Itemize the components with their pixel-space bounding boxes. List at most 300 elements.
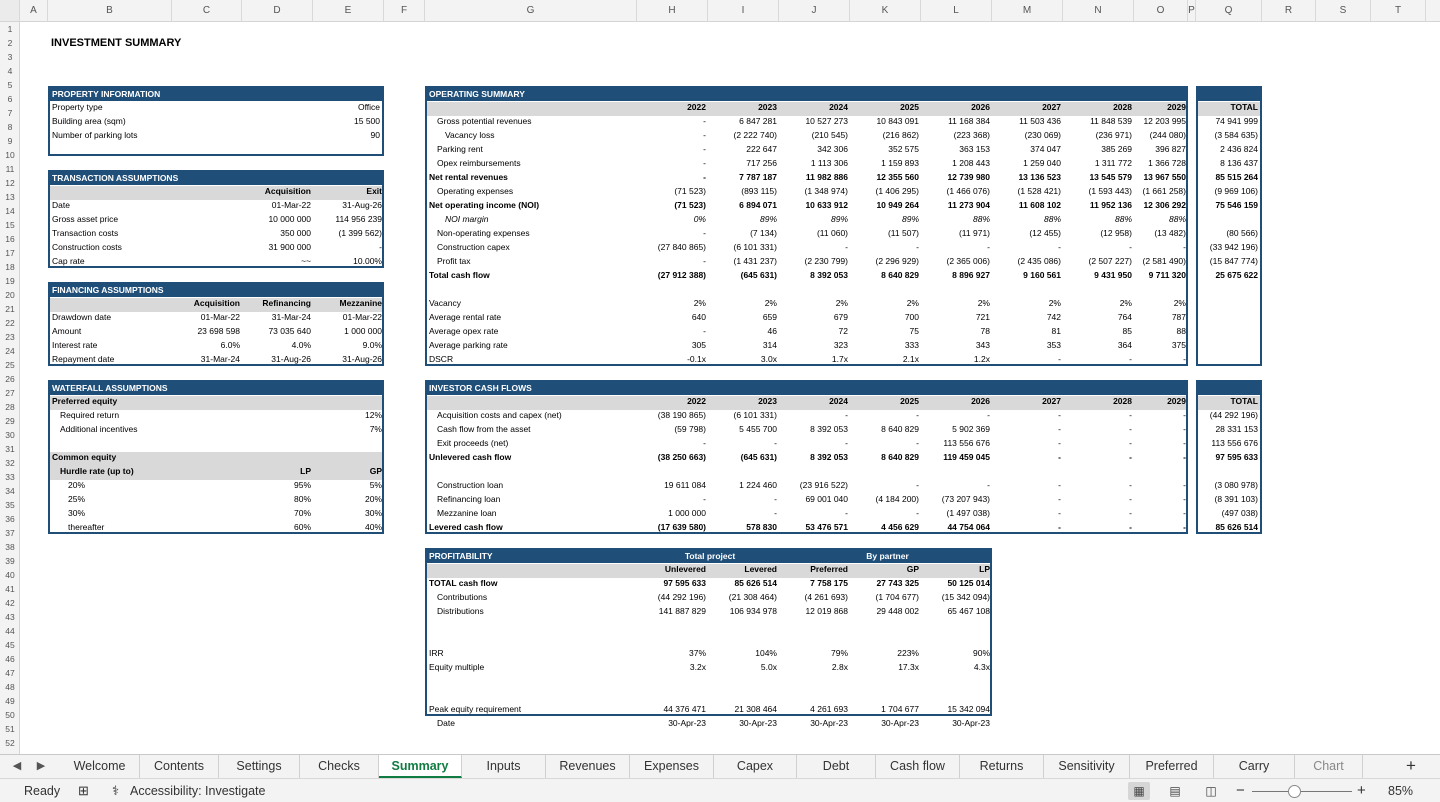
column-header-t[interactable]: T (1371, 0, 1426, 21)
panel-header: INVESTOR CASH FLOWS (427, 382, 1186, 395)
profitability-cell: 141 887 829 (658, 606, 706, 616)
investor-cell: - (774, 438, 777, 448)
operating-cell: (2 230 799) (804, 256, 848, 266)
row-header-22[interactable]: 22 (5, 318, 15, 328)
profitability-cell: 4 261 693 (810, 704, 848, 714)
operating-cell: 89% (901, 214, 919, 224)
investor-cell: 44 754 064 (947, 522, 990, 532)
row-header-44[interactable]: 44 (5, 626, 15, 636)
profitability-cell: 37% (688, 648, 706, 658)
row-header-29[interactable]: 29 (5, 416, 15, 426)
operating-cell: (1 466 076) (946, 186, 990, 196)
row-header-47[interactable]: 47 (5, 668, 15, 678)
row-header-26[interactable]: 26 (5, 374, 15, 384)
investor-cell: 8 392 053 (810, 424, 848, 434)
operating-cell: 6 847 281 (739, 116, 777, 126)
operating-cell: - (703, 130, 706, 140)
operating-row-label: Net rental revenues (429, 172, 508, 182)
row-header-19[interactable]: 19 (5, 276, 15, 286)
operating-total-cell: 85 515 264 (1215, 172, 1258, 182)
financing-value: 31-Mar-24 (200, 354, 240, 364)
row-header-2[interactable]: 2 (7, 38, 13, 48)
investor-cell: - (1183, 522, 1186, 532)
operating-cell (700, 282, 777, 296)
investor-cell: (645 631) (740, 452, 777, 462)
row-header-33[interactable]: 33 (5, 472, 15, 482)
investor-year-header: 2028 (1113, 396, 1132, 406)
operating-cell: 12 739 980 (947, 172, 990, 182)
hurdle-gp-share: 5% (369, 480, 382, 490)
investor-panel (425, 380, 1188, 534)
sheet-tab-inputs[interactable]: Inputs (462, 755, 546, 778)
operating-cell: (2 435 086) (1017, 256, 1061, 266)
row-header-49[interactable]: 49 (5, 696, 15, 706)
investor-total-panel (1196, 380, 1262, 534)
operating-cell: 700 (904, 312, 919, 322)
operating-cell: 2% (764, 298, 777, 308)
profitability-row-label: Contributions (437, 592, 488, 602)
investor-year-header: 2029 (1167, 396, 1186, 406)
operating-cell: 81 (1051, 326, 1061, 336)
transaction-col-header: Exit (366, 186, 382, 196)
sheet-tab-checks[interactable]: Checks (300, 755, 379, 778)
hurdle-rate: 30% (68, 508, 86, 518)
profitability-col-header: Unlevered (664, 564, 706, 574)
profitability-panel (425, 548, 992, 728)
row-header-38[interactable]: 38 (5, 542, 15, 552)
profitability-col-header: LP (979, 564, 990, 574)
operating-cell (842, 282, 919, 296)
sheet-tab-cash-flow[interactable]: Cash flow (876, 755, 960, 778)
next-sheet-icon[interactable]: ▶ (36, 760, 46, 772)
waterfall-label: Required return (60, 410, 120, 420)
hurdle-rate: 20% (68, 480, 86, 490)
row-header-45[interactable]: 45 (5, 640, 15, 650)
operating-cell: 343 (975, 340, 990, 350)
row-header-46[interactable]: 46 (5, 654, 15, 664)
transaction-col-header: Acquisition (264, 186, 311, 196)
row-header-17[interactable]: 17 (5, 248, 15, 258)
operating-cell: 13 136 523 (1018, 172, 1061, 182)
profitability-cell: (15 342 094) (941, 592, 990, 602)
operating-cell: - (703, 256, 706, 266)
operating-row-label: Non-operating expenses (437, 228, 530, 238)
column-header-e[interactable]: E (313, 0, 384, 21)
operating-total-cell: (15 847 774) (1209, 256, 1258, 266)
operating-cell: (244 080) (1149, 130, 1186, 140)
sheet-tab-capex[interactable]: Capex (714, 755, 797, 778)
page-break-view-icon[interactable]: ◫ (1205, 784, 1217, 798)
page-title: INVESTMENT SUMMARY (51, 37, 182, 49)
operating-year-header: 2024 (829, 102, 848, 112)
operating-row-label: DSCR (429, 354, 454, 364)
profitability-cell: 2.8x (831, 662, 848, 672)
column-header-m[interactable]: M (992, 0, 1063, 21)
financing-value: 01-Mar-22 (200, 312, 240, 322)
column-headers (0, 0, 1440, 22)
profitability-cell (629, 618, 706, 632)
row-header-25[interactable]: 25 (5, 360, 15, 370)
column-header-r[interactable]: R (1262, 0, 1316, 21)
operating-cell: (1 593 443) (1088, 186, 1132, 196)
operating-row-label: NOI margin (445, 214, 489, 224)
prev-sheet-icon[interactable]: ◀ (12, 760, 22, 772)
operating-cell: 10 843 091 (876, 116, 919, 126)
profitability-row-label: IRR (429, 648, 444, 658)
sheet-tab-bar (0, 754, 1440, 778)
operating-cell: 333 (904, 340, 919, 350)
operating-cell: - (1129, 242, 1132, 252)
operating-cell (913, 282, 990, 296)
profitability-col-header: GP (906, 564, 919, 574)
row-header-32[interactable]: 32 (5, 458, 15, 468)
row-header-31[interactable]: 31 (5, 444, 15, 454)
profitability-col-header: Preferred (810, 564, 848, 574)
operating-row-label: Net operating income (NOI) (429, 200, 540, 210)
profitability-cell: 106 934 978 (729, 606, 777, 616)
profitability-cell (913, 674, 990, 688)
profitability-cell (629, 632, 706, 646)
transaction-label: Transaction costs (52, 228, 119, 238)
row-header-20[interactable]: 20 (5, 290, 15, 300)
profitability-cell: 44 376 471 (663, 704, 706, 714)
investor-cell: - (987, 410, 990, 420)
financing-panel (48, 282, 384, 366)
operating-total-cell: (80 566) (1226, 228, 1258, 238)
profitability-row-label (429, 688, 629, 702)
investor-cell (1126, 464, 1186, 478)
row-header-52[interactable]: 52 (5, 738, 15, 748)
row-header-8[interactable]: 8 (7, 122, 13, 132)
investor-cell: - (916, 410, 919, 420)
operating-row-label: Profit tax (437, 256, 471, 266)
preferred-equity-label: Preferred equity (52, 396, 118, 406)
investor-cell: - (1183, 480, 1186, 490)
profitability-cell: 30-Apr-23 (881, 718, 919, 728)
sheet-tab-expenses[interactable]: Expenses (630, 755, 714, 778)
transaction-label: Construction costs (52, 242, 122, 252)
column-header-p[interactable]: P (1188, 0, 1196, 21)
hurdle-rate: 25% (68, 494, 86, 504)
transaction-value: 31-Aug-26 (342, 200, 382, 210)
investor-cell: - (916, 508, 919, 518)
row-header-3[interactable]: 3 (7, 52, 13, 62)
sheet-tab-returns[interactable]: Returns (960, 755, 1044, 778)
row-header-14[interactable]: 14 (5, 206, 15, 216)
investor-cell: - (1058, 522, 1061, 532)
operating-cell: (1 406 295) (875, 186, 919, 196)
operating-cell (984, 282, 1061, 296)
operating-cell: 1 311 772 (1094, 158, 1132, 168)
transaction-label: Gross asset price (52, 214, 119, 224)
financing-col-header: Acquisition (193, 298, 240, 308)
operating-cell: (645 631) (740, 270, 777, 280)
operating-year-header: 2026 (971, 102, 990, 112)
investor-cell: (17 639 580) (657, 522, 706, 532)
transaction-value: 10 000 000 (268, 214, 311, 224)
investor-cell: (59 798) (674, 424, 706, 434)
operating-cell: - (1058, 354, 1061, 364)
profitability-cell: 223% (897, 648, 919, 658)
operating-total-cell: (9 969 106) (1214, 186, 1258, 196)
property-label: Building area (sqm) (52, 116, 126, 126)
investor-cell: - (1129, 522, 1132, 532)
operating-cell: (2 507 227) (1088, 256, 1132, 266)
sheet-tab-preferred[interactable]: Preferred (1130, 755, 1214, 778)
sheet-tab-welcome[interactable]: Welcome (60, 755, 140, 778)
operating-cell: (12 455) (1029, 228, 1061, 238)
hurdle-gp-share: 40% (364, 522, 382, 532)
profitability-cell: 29 448 002 (876, 606, 919, 616)
row-header-39[interactable]: 39 (5, 556, 15, 566)
row-header-21[interactable]: 21 (5, 304, 15, 314)
profitability-cell (913, 632, 990, 646)
investor-cell: - (1183, 424, 1186, 434)
operating-row-label: Gross potential revenues (437, 116, 532, 126)
profitability-cell: 1 704 677 (881, 704, 919, 714)
operating-cell: 10 527 273 (805, 116, 848, 126)
operating-year-header: 2025 (900, 102, 919, 112)
profitability-cell: 30-Apr-23 (810, 718, 848, 728)
sheet-tab-sensitivity[interactable]: Sensitivity (1044, 755, 1130, 778)
sheet-stats-icon[interactable]: ⊞ (78, 783, 89, 798)
operating-cell: 1.2x (973, 354, 990, 364)
operating-total-cell (1198, 310, 1258, 324)
operating-cell: 72 (838, 326, 848, 336)
row-header-24[interactable]: 24 (5, 346, 15, 356)
sheet-tab-revenues[interactable]: Revenues (546, 755, 630, 778)
operating-cell: 363 153 (959, 144, 990, 154)
column-header-o[interactable]: O (1134, 0, 1188, 21)
column-header-s[interactable]: S (1316, 0, 1371, 21)
sheet-tab-chart[interactable]: Chart (1295, 755, 1363, 778)
operating-cell: 13 967 550 (1143, 172, 1186, 182)
profitability-cell (700, 618, 777, 632)
profitability-row-label: Date (437, 718, 455, 728)
hurdle-lp-share: 95% (293, 480, 311, 490)
financing-value: 6.0% (220, 340, 240, 350)
hurdle-col-header: LP (300, 466, 311, 476)
column-header-c[interactable]: C (172, 0, 242, 21)
investor-total-cell: 113 556 676 (1211, 438, 1258, 448)
operating-cell: 85 (1122, 326, 1132, 336)
profitability-cell: 30-Apr-23 (668, 718, 706, 728)
column-header-k[interactable]: K (850, 0, 921, 21)
operating-cell: 364 (1117, 340, 1132, 350)
operating-row-label: Total cash flow (429, 270, 490, 280)
sheet-tab-debt[interactable]: Debt (797, 755, 876, 778)
investor-cell: 8 392 053 (810, 452, 848, 462)
investor-row-label: Mezzanine loan (437, 508, 497, 518)
profitability-cell: 65 467 108 (947, 606, 990, 616)
profitability-cell: 85 626 514 (734, 578, 777, 588)
operating-cell: 88% (1114, 214, 1132, 224)
column-header-g[interactable]: G (425, 0, 637, 21)
operating-total-panel (1196, 86, 1262, 366)
transaction-value: 114 956 239 (335, 214, 382, 224)
row-header-15[interactable]: 15 (5, 220, 15, 230)
financing-value: 31-Mar-24 (271, 312, 311, 322)
investor-cell: - (1058, 480, 1061, 490)
row-header-35[interactable]: 35 (5, 500, 15, 510)
operating-cell: 374 047 (1030, 144, 1061, 154)
row-header-34[interactable]: 34 (5, 486, 15, 496)
operating-cell: (2 365 006) (946, 256, 990, 266)
column-header-j[interactable]: J (779, 0, 850, 21)
row-header-36[interactable]: 36 (5, 514, 15, 524)
row-header-51[interactable]: 51 (5, 724, 15, 734)
investor-row-label: Refinancing loan (437, 494, 501, 504)
select-all-corner[interactable] (0, 0, 20, 21)
row-header-12[interactable]: 12 (5, 178, 15, 188)
operating-cell: - (1183, 242, 1186, 252)
operating-cell: 305 (691, 340, 706, 350)
zoom-out-icon[interactable]: − (1236, 782, 1245, 799)
investor-cell: 5 902 369 (952, 424, 990, 434)
row-header-6[interactable]: 6 (7, 94, 13, 104)
row-header-13[interactable]: 13 (5, 192, 15, 202)
investor-cell: - (1183, 494, 1186, 504)
operating-cell: 6 894 071 (739, 200, 777, 210)
operating-row-label: Average opex rate (429, 326, 499, 336)
column-header-q[interactable]: Q (1196, 0, 1262, 21)
zoom-level[interactable]: 85% (1388, 784, 1414, 798)
profitability-row-label: TOTAL cash flow (429, 578, 498, 588)
add-sheet-icon[interactable]: + (1406, 756, 1416, 775)
operating-cell: 89% (830, 214, 848, 224)
operating-cell: (210 545) (811, 130, 848, 140)
operating-cell: - (987, 242, 990, 252)
investor-cell: - (1129, 508, 1132, 518)
row-header-4[interactable]: 4 (7, 66, 13, 76)
accessibility-status[interactable]: Accessibility: Investigate (130, 784, 266, 798)
sheet-tab-summary[interactable]: Summary (379, 755, 462, 778)
investor-year-header: 2025 (900, 396, 919, 406)
column-header-a[interactable]: A (20, 0, 48, 21)
operating-cell: 222 647 (746, 144, 777, 154)
profitability-cell: 97 595 633 (663, 578, 706, 588)
investor-cell: - (1183, 508, 1186, 518)
row-header-41[interactable]: 41 (5, 584, 15, 594)
operating-cell: 46 (767, 326, 777, 336)
row-header-30[interactable]: 30 (5, 430, 15, 440)
operating-cell: 9 711 320 (1148, 270, 1186, 280)
column-header-f[interactable]: F (384, 0, 425, 21)
operating-total-cell: (3 584 635) (1214, 130, 1258, 140)
operating-total-cell (1198, 352, 1258, 366)
financing-col-header: Mezzanine (339, 298, 382, 308)
investor-cell: (38 190 865) (657, 410, 706, 420)
operating-total-cell: 8 136 437 (1220, 158, 1258, 168)
investor-cell: 8 640 829 (881, 452, 919, 462)
zoom-slider[interactable] (1252, 791, 1352, 792)
operating-year-header: 2027 (1042, 102, 1061, 112)
profitability-cell: 5.0x (760, 662, 777, 672)
column-header-h[interactable]: H (637, 0, 708, 21)
column-header-d[interactable]: D (242, 0, 313, 21)
row-header-37[interactable]: 37 (5, 528, 15, 538)
investor-year-header: 2024 (829, 396, 848, 406)
column-header-i[interactable]: I (708, 0, 779, 21)
profitability-row-label (429, 618, 629, 632)
operating-row-label: Parking rent (437, 144, 483, 154)
operating-cell: 11 503 436 (1019, 116, 1061, 126)
row-header-48[interactable]: 48 (5, 682, 15, 692)
row-header-27[interactable]: 27 (5, 388, 15, 398)
row-header-43[interactable]: 43 (5, 612, 15, 622)
investor-cell: 53 476 571 (805, 522, 848, 532)
row-header-42[interactable]: 42 (5, 598, 15, 608)
zoom-slider-handle[interactable] (1288, 785, 1301, 798)
operating-row-label: Operating expenses (437, 186, 514, 196)
operating-cell: 11 982 886 (805, 172, 848, 182)
row-header-11[interactable]: 11 (5, 164, 15, 174)
hurdle-gp-share: 20% (364, 494, 382, 504)
accessibility-icon[interactable]: ⚕ (112, 783, 120, 798)
worksheet-grid[interactable] (20, 22, 1440, 754)
row-header-23[interactable]: 23 (5, 332, 15, 342)
sheet-tab-carry[interactable]: Carry (1214, 755, 1295, 778)
row-header-50[interactable]: 50 (5, 710, 15, 720)
operating-cell: (11 971) (958, 228, 990, 238)
row-header-28[interactable]: 28 (5, 402, 15, 412)
row-header-18[interactable]: 18 (5, 262, 15, 272)
operating-cell: 787 (1171, 312, 1186, 322)
sheet-tab-settings[interactable]: Settings (219, 755, 300, 778)
investor-cell: - (1129, 480, 1132, 490)
zoom-in-icon[interactable]: + (1357, 782, 1366, 799)
profitability-cell: 104% (755, 648, 777, 658)
profitability-col-header: Levered (744, 564, 777, 574)
column-header-b[interactable]: B (48, 0, 172, 21)
financing-value: 01-Mar-22 (342, 312, 382, 322)
row-header-9[interactable]: 9 (7, 136, 13, 146)
column-header-n[interactable]: N (1063, 0, 1134, 21)
investor-total-cell: (44 292 196) (1209, 410, 1258, 420)
row-header-10[interactable]: 10 (5, 150, 15, 160)
investor-row-label: Exit proceeds (net) (437, 438, 509, 448)
operating-year-header: 2029 (1167, 102, 1186, 112)
sheet-tab-contents[interactable]: Contents (140, 755, 219, 778)
row-header-1[interactable]: 1 (7, 24, 13, 34)
investor-cell (842, 464, 919, 478)
page-layout-view-icon[interactable]: ▤ (1169, 784, 1181, 798)
common-equity-label: Common equity (52, 452, 117, 462)
operating-cell: 679 (833, 312, 848, 322)
column-header-l[interactable]: L (921, 0, 992, 21)
profitability-cell: 30-Apr-23 (952, 718, 990, 728)
operating-cell: (1 661 258) (1142, 186, 1186, 196)
investor-total-cell: 85 626 514 (1215, 522, 1258, 532)
investor-cell: - (1129, 410, 1132, 420)
operating-cell: (223 368) (953, 130, 990, 140)
profitability-cell (842, 674, 919, 688)
status-ready: Ready (24, 784, 61, 798)
investor-cell: 1 224 460 (739, 480, 777, 490)
investor-cell: (73 207 943) (941, 494, 990, 504)
row-header-5[interactable]: 5 (7, 80, 13, 90)
normal-view-icon[interactable]: ▦ (1128, 782, 1150, 800)
operating-row-label: Construction capex (437, 242, 510, 252)
operating-cell: 88% (1168, 214, 1186, 224)
waterfall-value: 7% (369, 424, 382, 434)
operating-cell: 764 (1117, 312, 1132, 322)
row-header-40[interactable]: 40 (5, 570, 15, 580)
row-header-7[interactable]: 7 (7, 108, 13, 118)
property-label: Property type (52, 102, 103, 112)
row-header-16[interactable]: 16 (5, 234, 15, 244)
operating-total-cell: 2 436 824 (1220, 144, 1258, 154)
